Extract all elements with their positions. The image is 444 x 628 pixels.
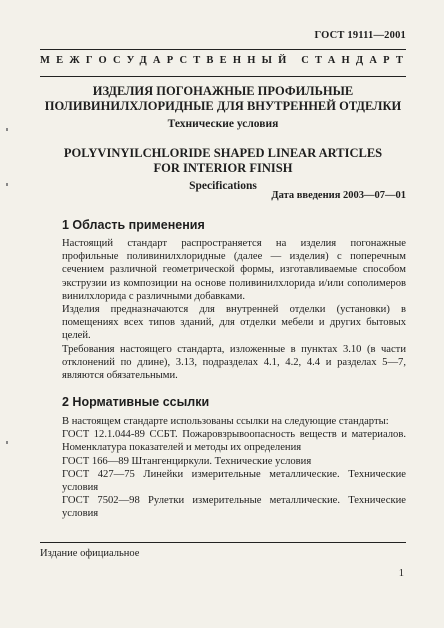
title-ru-subtitle: Технические условия xyxy=(167,118,279,130)
title-en-subtitle: Specifications xyxy=(189,180,257,192)
scan-mark xyxy=(6,183,8,186)
section-1-paragraph-2: Изделия предназначаются для внутренней отделки (установки) в помещениях всех типов зданий, для отделки мебели и других бытовых целей. xyxy=(62,304,406,342)
section-2-reference-4: ГОСТ 7502—98 Рулетки измерительные металлические. Технические условия xyxy=(62,495,406,520)
section-1-paragraph-1: Настоящий стандарт распространяется на изделия погонажные профильные поливинилхлоридные (далее — изделия) с поперечным сечением различной геометрической формы, изготавливаемые способом экструзии из композиции на основе поливинилхлорида и/или сополимеров винилхлорида с различными добавками. xyxy=(62,238,406,302)
scan-mark xyxy=(6,128,8,131)
page-number: 1 xyxy=(398,568,404,579)
title-en-line1: POLYVINYILCHLORIDE SHAPED LINEAR ARTICLES xyxy=(63,146,383,160)
top-rule xyxy=(40,49,406,50)
title-ru-line1: ИЗДЕЛИЯ ПОГОНАЖНЫЕ ПРОФИЛЬНЫЕ xyxy=(92,84,354,98)
section-1-heading: 1 Область применения xyxy=(62,218,205,232)
title-block xyxy=(40,84,406,194)
section-2-reference-3: ГОСТ 427—75 Линейки измерительные металлические. Технические условия xyxy=(62,468,406,494)
section-2-paragraph-1: В настоящем стандарте использованы ссылки на следующие стандарты: xyxy=(62,416,389,427)
header-rule xyxy=(40,76,406,77)
section-2-reference-1: ГОСТ 12.1.044-89 ССБТ. Пожаровзрывоопасность веществ и материалов. Номенклатура показателей и методы их определения xyxy=(62,429,406,454)
footer-rule xyxy=(40,542,406,543)
section-2-body xyxy=(62,415,406,521)
section-1-body xyxy=(62,237,406,382)
section-2-heading: 2 Нормативные ссылки xyxy=(62,395,210,409)
title-en-line2: FOR INTERIOR FINISH xyxy=(153,161,293,175)
scan-mark xyxy=(6,441,8,444)
edition-note: Издание официальное xyxy=(40,548,140,559)
gost-identifier: ГОСТ 19111—2001 xyxy=(314,30,406,41)
introduction-date: Дата введения 2003—07—01 xyxy=(271,190,406,201)
standard-type-heading: МЕЖГОСУДАРСТВЕННЫЙ СТАНДАРТ xyxy=(40,55,410,66)
section-1-paragraph-3: Требования настоящего стандарта, изложенные в пунктах 3.10 (в части отклонений по длине), 3.13, подразделах 4.1, 4.2, 4.4 и разделах 5—7, являются обязательными. xyxy=(62,343,406,382)
section-2-reference-2: ГОСТ 166—89 Штангенциркули. Технические условия xyxy=(62,455,312,467)
title-ru-line2: ПОЛИВИНИЛХЛОРИДНЫЕ ДЛЯ ВНУТРЕННЕЙ ОТДЕЛКИ xyxy=(44,99,402,113)
